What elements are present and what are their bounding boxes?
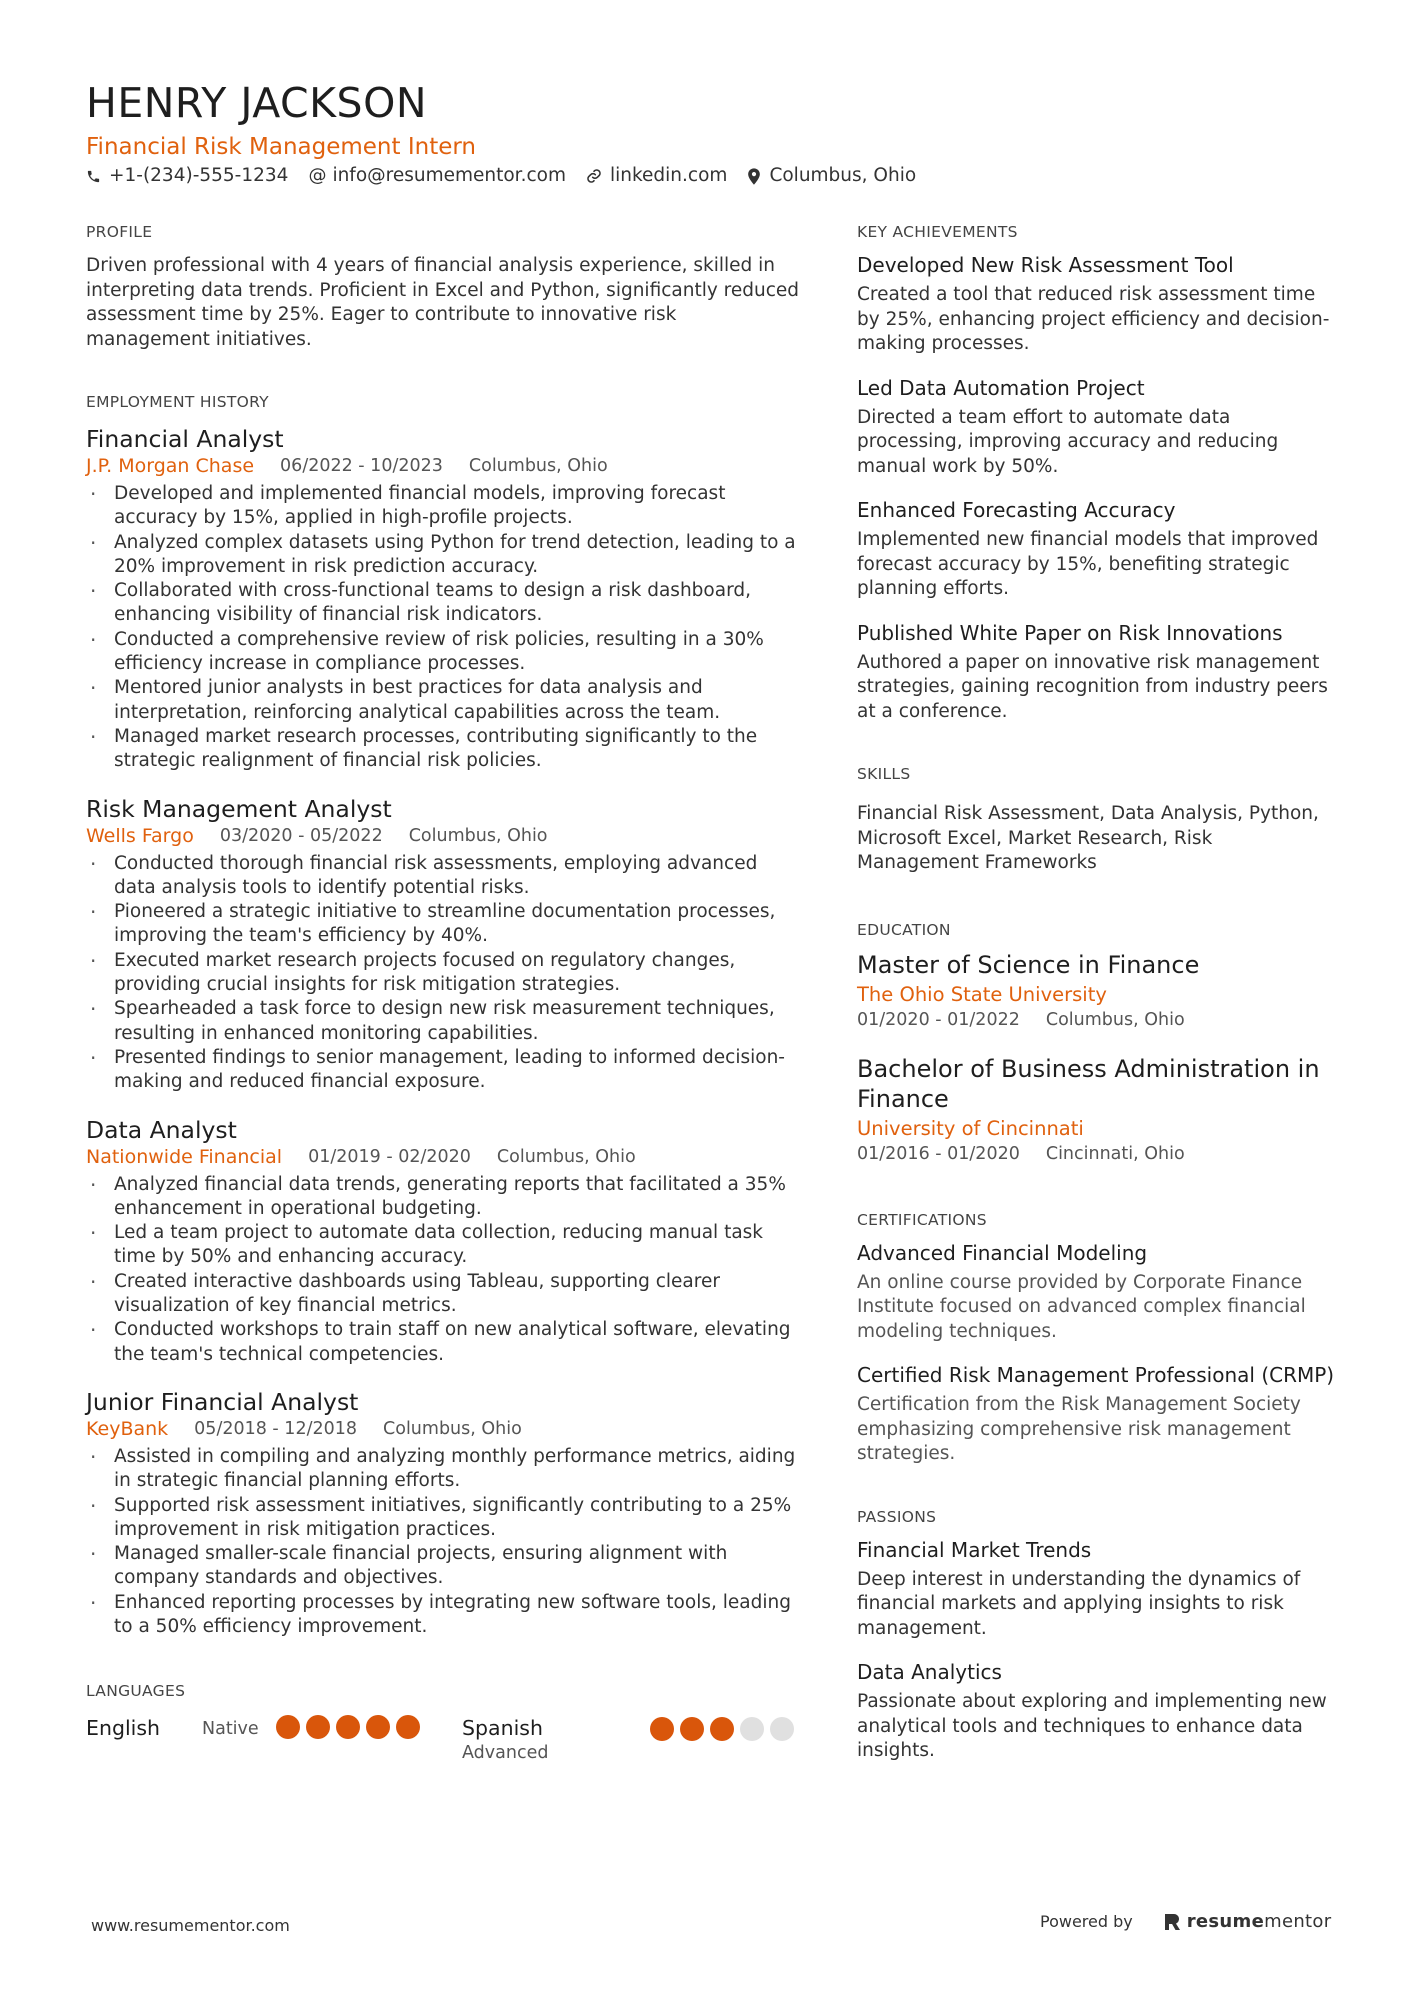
certification-item — [857, 1240, 1337, 1345]
job-company: J.P. Morgan Chase — [86, 455, 255, 477]
location-text: Columbus, Ohio — [769, 165, 917, 186]
footer-website[interactable]: www.resumementor.com — [91, 1916, 290, 1935]
job-meta — [86, 454, 800, 478]
job-meta — [86, 1145, 800, 1169]
phone-icon — [86, 169, 101, 184]
job-entry — [86, 1387, 800, 1639]
job-bullets — [86, 482, 800, 774]
language-spanish — [462, 1715, 800, 1765]
profile-heading: PROFILE — [86, 223, 153, 241]
contact-email[interactable] — [308, 163, 566, 189]
achievement-item — [857, 620, 1337, 725]
rating-dot-empty — [770, 1717, 794, 1741]
candidate-title: Financial Risk Management Intern — [86, 134, 476, 160]
achievement-item — [857, 252, 1337, 357]
education-dates: 01/2016 - 01/2020 — [857, 1143, 1020, 1164]
achievement-text: Created a tool that reduced risk assessment time by 25%, enhancing project efficiency and decision-making processes. — [857, 284, 1330, 354]
passion-item — [857, 1659, 1337, 1764]
achievement-title: Enhanced Forecasting Accuracy — [857, 498, 1176, 522]
achievement-item — [857, 375, 1337, 480]
achievements-heading: KEY ACHIEVEMENTS — [857, 223, 1018, 241]
education-school: University of Cincinnati — [857, 1116, 1084, 1140]
job-company: Wells Fargo — [86, 824, 194, 847]
linkedin-text[interactable]: linkedin.com — [609, 165, 728, 186]
job-bullet: · Conducted workshops to train staff on new analytical software, elevating the team's technical competencies. — [86, 1318, 800, 1367]
education-meta — [857, 1008, 1337, 1032]
language-rating — [650, 1717, 800, 1741]
education-dates: 01/2020 - 01/2022 — [857, 1009, 1020, 1030]
language-level: Advanced — [462, 1743, 549, 1764]
rating-dot-filled — [710, 1717, 734, 1741]
job-bullet: · Conducted a comprehensive review of risk policies, resulting in a 30% efficiency increase in compliance processes. — [86, 628, 800, 677]
certification-item — [857, 1362, 1337, 1467]
candidate-name: HENRY JACKSON — [86, 79, 428, 127]
job-role: Financial Analyst — [86, 425, 284, 453]
job-bullets — [86, 852, 800, 1095]
brand-wordmark — [1187, 1911, 1332, 1932]
education-degree: Bachelor of Business Administration in Finance — [857, 1054, 1320, 1113]
achievement-item — [857, 497, 1337, 602]
passion-text: Deep interest in understanding the dynamics of financial markets and applying insights to risk management. — [857, 1568, 1301, 1639]
rating-dot-empty — [740, 1717, 764, 1741]
education-school: The Ohio State University — [857, 982, 1107, 1006]
achievement-text: Implemented new financial models that improved forecast accuracy by 15%, benefiting strategic planning efforts. — [857, 529, 1319, 599]
certification-text: Certification from the Risk Management Society emphasizing comprehensive risk management strategies. — [857, 1394, 1301, 1464]
job-bullet: · Developed and implemented financial models, improving forecast accuracy by 15%, applied in high-profile projects. — [86, 482, 800, 531]
job-role: Junior Financial Analyst — [86, 1387, 359, 1416]
rating-dot-filled — [336, 1715, 360, 1739]
job-meta — [86, 824, 800, 848]
job-dates: 05/2018 - 12/2018 — [194, 1418, 358, 1439]
passion-item — [857, 1537, 1337, 1642]
certification-title: Certified Risk Management Professional (CRMP) — [857, 1363, 1335, 1387]
job-entry — [86, 1115, 800, 1367]
link-icon — [586, 168, 602, 184]
job-bullets — [86, 1445, 800, 1639]
language-level: Native — [202, 1719, 259, 1740]
achievement-title: Published White Paper on Risk Innovations — [857, 620, 1283, 645]
job-bullet: · Presented findings to senior management, leading to informed decision-making and reduced financial exposure. — [86, 1046, 800, 1095]
education-meta — [857, 1142, 1337, 1166]
certification-title: Advanced Financial Modeling — [857, 1240, 1148, 1265]
phone-text: +1-(234)-555-1234 — [109, 165, 289, 186]
rating-dot-filled — [650, 1717, 674, 1741]
job-bullet: · Pioneered a strategic initiative to streamline documentation processes, improving the team's efficiency by 40%. — [86, 900, 800, 949]
email-text[interactable]: info@resumementor.com — [332, 165, 566, 186]
job-location: Columbus, Ohio — [496, 1146, 636, 1167]
job-dates: 03/2020 - 05/2022 — [219, 825, 383, 846]
footer-branding[interactable] — [1040, 1911, 1331, 1932]
achievement-title: Developed New Risk Assessment Tool — [857, 253, 1234, 277]
education-item — [857, 950, 1337, 1032]
job-bullet: · Supported risk assessment initiatives, significantly contributing to a 25% improvement in risk mitigation practices. — [86, 1494, 800, 1543]
contact-location — [747, 163, 916, 189]
passions-heading: PASSIONS — [857, 1507, 937, 1526]
education-heading: EDUCATION — [857, 920, 951, 939]
job-role: Risk Management Analyst — [86, 794, 392, 823]
right-column — [857, 222, 1337, 1764]
job-dates: 01/2019 - 02/2020 — [308, 1146, 471, 1167]
job-bullet: · Analyzed financial data trends, generating reports that facilitated a 35% enhancement in operational budgeting. — [86, 1173, 800, 1222]
rating-dot-filled — [680, 1717, 704, 1741]
certifications-heading: CERTIFICATIONS — [857, 1210, 987, 1229]
languages-heading: LANGUAGES — [86, 1682, 186, 1701]
job-bullet: · Collaborated with cross-functional teams to design a risk dashboard, enhancing visibility of financial risk indicators. — [86, 579, 800, 628]
language-label-stack — [462, 1715, 650, 1765]
achievement-text: Directed a team effort to automate data processing, improving accuracy and reducing manual work by 50%. — [857, 406, 1279, 477]
powered-by-label: Powered by — [1040, 1912, 1133, 1931]
language-rating — [276, 1715, 426, 1739]
left-column — [86, 222, 800, 1765]
achievement-title: Led Data Automation Project — [857, 375, 1145, 400]
passion-title: Data Analytics — [857, 1660, 1002, 1684]
job-bullet: · Analyzed complex datasets using Python for trend detection, leading to a 20% improvement in risk prediction accuracy. — [86, 531, 800, 580]
job-bullet: · Assisted in compiling and analyzing monthly performance metrics, aiding in strategic financial planning efforts. — [86, 1445, 800, 1494]
brand-bold: resume — [1186, 1911, 1265, 1932]
resumementor-logo-icon — [1163, 1912, 1181, 1932]
job-dates: 06/2022 - 10/2023 — [280, 456, 443, 476]
certification-text: An online course provided by Corporate Finance Institute focused on advanced complex financial modeling techniques. — [857, 1271, 1306, 1342]
job-meta — [86, 1417, 800, 1441]
passion-text: Passionate about exploring and implementing new analytical tools and techniques to enhance data insights. — [857, 1691, 1327, 1761]
language-name: Spanish — [462, 1716, 543, 1741]
contact-bar — [86, 163, 936, 189]
job-bullet: · Managed smaller-scale financial projects, ensuring alignment with company standards and objectives. — [86, 1542, 800, 1591]
education-location: Columbus, Ohio — [1045, 1009, 1185, 1030]
languages-row — [86, 1715, 800, 1765]
education-item — [857, 1054, 1337, 1166]
education-location: Cincinnati, Ohio — [1045, 1143, 1185, 1164]
job-bullet: · Enhanced reporting processes by integrating new software tools, leading to a 50% efficiency improvement. — [86, 1591, 800, 1640]
job-entry — [86, 794, 800, 1095]
employment-heading: EMPLOYMENT HISTORY — [86, 393, 269, 411]
rating-dot-filled — [276, 1715, 300, 1739]
job-bullet: · Led a team project to automate data collection, reducing manual task time by 50% and enhancing accuracy. — [86, 1221, 800, 1270]
job-bullet: · Mentored junior analysts in best practices for data analysis and interpretation, reinforcing analytical capabilities across the team. — [86, 676, 800, 725]
job-bullet: · Created interactive dashboards using Tableau, supporting clearer visualization of key financial metrics. — [86, 1270, 800, 1319]
job-entry — [86, 424, 800, 774]
rating-dot-filled — [396, 1715, 420, 1739]
job-bullet: · Managed market research processes, contributing significantly to the strategic realignment of financial risk policies. — [86, 725, 800, 774]
language-english — [86, 1715, 462, 1741]
job-bullets — [86, 1173, 800, 1367]
rating-dot-filled — [366, 1715, 390, 1739]
job-bullet: · Executed market research projects focused on regulatory changes, providing crucial insights for risk mitigation strategies. — [86, 949, 800, 998]
skills-text: Financial Risk Assessment, Data Analysis, Python, Microsoft Excel, Market Research, Risk Management Frameworks — [857, 803, 1319, 873]
job-bullet: · Conducted thorough financial risk assessments, employing advanced data analysis tools to identify potential risks. — [86, 852, 800, 901]
brand-light: mentor — [1264, 1911, 1332, 1932]
job-location: Columbus, Ohio — [468, 456, 608, 476]
achievement-text: Authored a paper on innovative risk management strategies, gaining recognition from industry peers at a conference. — [857, 651, 1328, 722]
skills-heading: SKILLS — [857, 765, 911, 783]
education-degree: Master of Science in Finance — [857, 950, 1200, 979]
job-company: Nationwide Financial — [86, 1145, 283, 1168]
language-name: English — [86, 1716, 161, 1741]
contact-phone — [86, 163, 288, 189]
contact-linkedin[interactable] — [586, 163, 727, 189]
job-bullet: · Spearheaded a task force to design new risk measurement techniques, resulting in enhanced monitoring capabilities. — [86, 997, 800, 1046]
job-company: KeyBank — [86, 1417, 169, 1440]
job-location: Columbus, Ohio — [383, 1418, 522, 1439]
location-pin-icon — [747, 168, 761, 185]
at-icon: @ — [308, 165, 327, 186]
job-role: Data Analyst — [86, 1115, 237, 1144]
job-location: Columbus, Ohio — [408, 825, 548, 846]
rating-dot-filled — [306, 1715, 330, 1739]
profile-text: Driven professional with 4 years of financial analysis experience, skilled in interpreting data trends. Proficient in Excel and Python, significantly reduced assessment time by 25%. Eager to contribute to innovative risk management initiatives. — [86, 255, 800, 350]
passion-title: Financial Market Trends — [857, 1537, 1092, 1562]
